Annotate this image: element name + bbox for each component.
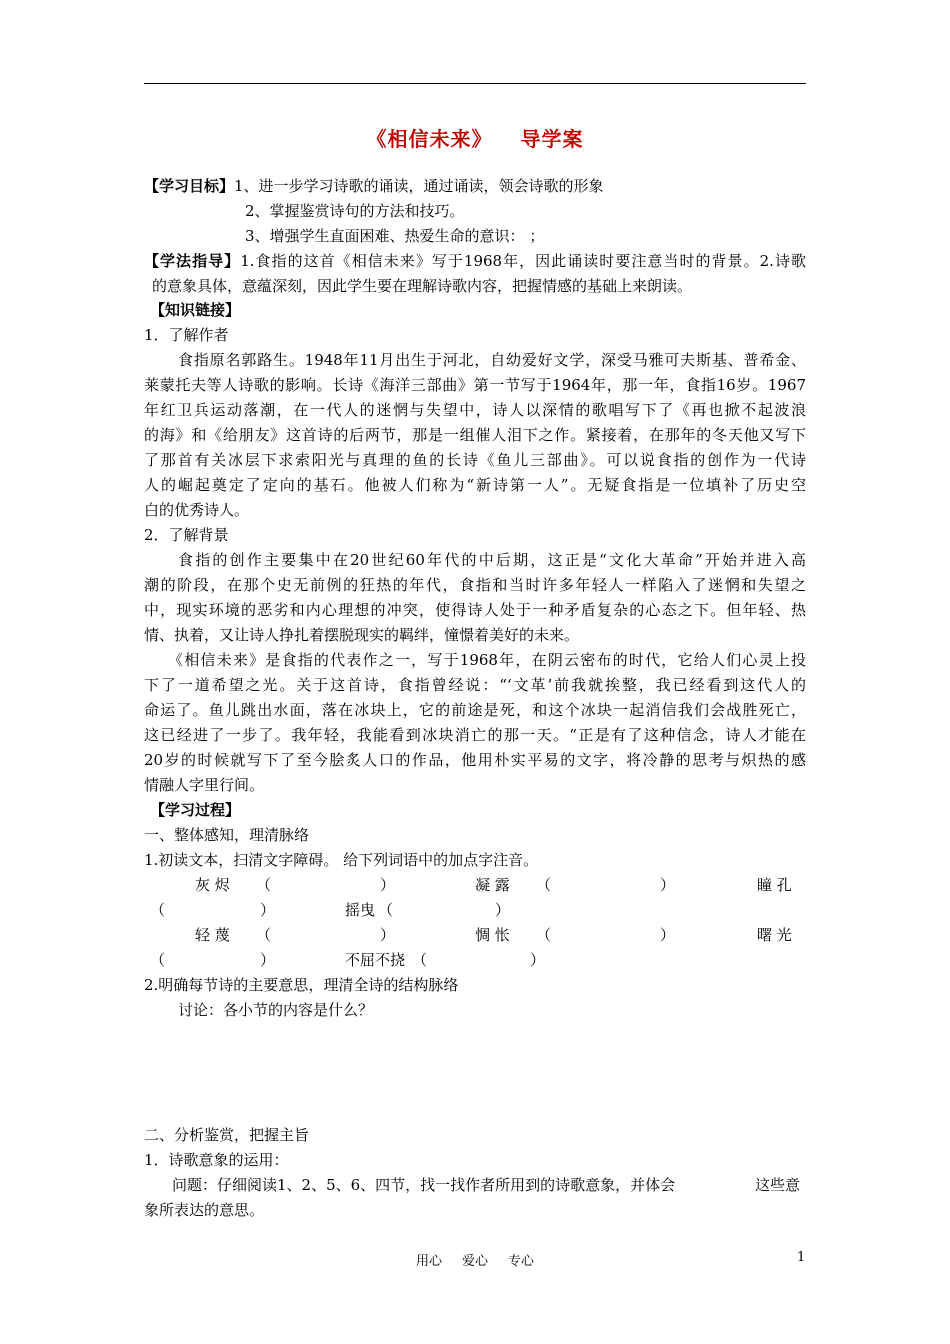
word-item: 凝 露 (475, 876, 510, 894)
goal-item: 3、增强学生直面困难、热爱生命的意识： ； (245, 227, 545, 245)
paren-open: （ (412, 951, 428, 969)
background-line: 《相信未来》是食指的代表作之一，写于1968年，在阴云密布的时代，它给人们心灵上投 (168, 651, 806, 669)
author-line: 的海》和《给朋友》这首诗的后两节，那是一组催人泪下之作。紧接着，在那年的冬天他又写下 (144, 426, 806, 444)
method-text: 的意象具体，意蕴深刻，因此学生要在理解诗歌内容，把握情感的基础上来朗读。 (152, 277, 693, 295)
author-line: 人的崛起奠定了定向的基石。他被人们称为“新诗第一人”。无疑食指是一位填补了历史空 (144, 476, 806, 494)
title-sub: 导学案 (520, 127, 584, 151)
word-item: 瞳 孔 (757, 876, 792, 894)
background-line: 这已经进了一步了。我年轻，我能看到冰块消亡的那一天。“正是有了这种信念，诗人才能在 (144, 726, 806, 744)
background-line: 命运了。鱼儿跳出水面，落在冰块上，它的前途是死，和这个冰块一起消信我们会战胜死亡， (144, 701, 806, 719)
question-text: 象所表达的意思。 (144, 1201, 265, 1219)
section-heading: 1．诗歌意象的运用： (144, 1151, 289, 1169)
word-item: 惆 怅 (475, 926, 510, 944)
background-line: 下了一道希望之光。关于这首诗，食指曾经说：“‘文革’前我就挨整，我已经看到这代人的 (144, 676, 806, 694)
footer-item: 用心 (415, 1254, 442, 1269)
background-line: 情融人字里行间。 (144, 776, 265, 794)
background-line: 中，现实环境的恶劣和内心理想的冲突，使得诗人处于一种矛盾复杂的心态之下。但年轻、热 (144, 601, 806, 619)
paren-open: （ (256, 876, 272, 894)
author-line: 莱蒙托夫等人诗歌的影响。长诗《海洋三部曲》第一节写于1964年，那一年，食指16岁。1967 (144, 376, 806, 394)
section-heading: 2．了解背景 (144, 526, 229, 544)
method-line-1 (144, 249, 806, 273)
background-line: 20岁的时候就写下了至今脍炙人口的作品，他用朴实平易的文字，将冷静的思考与炽热的感 (144, 751, 806, 769)
paren-open: （ (150, 951, 166, 969)
paren-close: ） (660, 876, 676, 894)
paren-close: ） (260, 951, 276, 969)
goal-item: 1、进一步学习诗歌的诵读，通过诵读，领会诗歌的形象 (234, 177, 604, 195)
paren-close: ） (260, 901, 276, 919)
goal-line-1 (144, 174, 604, 198)
paren-close: ） (530, 951, 546, 969)
question-2: 2.明确每节诗的主要意思，理清全诗的结构脉络 (144, 976, 459, 994)
page-number: 1 (797, 1250, 806, 1265)
word-item: 曙 光 (757, 926, 792, 944)
paren-open: （ (536, 926, 552, 944)
word-item: 摇曳 (345, 901, 376, 919)
paren-open: （ (536, 876, 552, 894)
paren-close: ） (380, 926, 396, 944)
background-line: 潮的阶段，在那个史无前例的狂热的年代，食指和当时许多年轻人一样陷入了迷惘和失望之 (144, 576, 806, 594)
author-line: 年红卫兵运动落潮，在一代人的迷惘与失望中，诗人以深情的歌唱写下了《再也掀不起波浪 (144, 401, 806, 419)
process-label: 【学习过程】 (150, 801, 241, 819)
question-1: 1.初读文本，扫清文字障碍。 给下列词语中的加点字注音。 (144, 851, 539, 869)
page-title (0, 123, 950, 152)
goals-label: 【学习目标】 (144, 177, 235, 195)
word-item: 轻 蔑 (195, 926, 230, 944)
paren-close: ） (380, 876, 396, 894)
footer-motto (0, 1250, 950, 1269)
background-line: 食指的创作主要集中在20世纪60年代的中后期，这正是“文化大革命”开始并进入高 (178, 551, 806, 569)
header-rule (144, 83, 806, 84)
method-label: 【学法指导】 (144, 252, 241, 270)
author-line: 了那首有关冰层下求索阳光与真理的鱼的长诗《鱼儿三部曲》。可以说食指的创作为一代诗 (144, 451, 806, 469)
paren-open: （ (378, 901, 394, 919)
footer-item: 爱心 (461, 1254, 488, 1269)
author-line: 白的优秀诗人。 (144, 501, 250, 519)
question-text: 这些意 (755, 1176, 801, 1194)
word-item: 不屈不挠 (345, 951, 406, 969)
paren-close: ） (660, 926, 676, 944)
goal-item: 2、掌握鉴赏诗句的方法和技巧。 (245, 202, 465, 220)
method-text: 1.食指的这首《相信未来》写于1968年，因此诵读时要注意当时的背景。2.诗歌 (240, 252, 806, 270)
part-heading: 一、整体感知，理清脉络 (144, 826, 310, 844)
paren-open: （ (256, 926, 272, 944)
paren-close: ） (495, 901, 511, 919)
title-main: 《相信未来》 (366, 127, 493, 151)
footer-item: 专心 (508, 1254, 535, 1269)
background-line: 情、执着，又让诗人挣扎着摆脱现实的羁绊，憧憬着美好的未来。 (144, 626, 580, 644)
author-line: 食指原名郭路生。1948年11月出生于河北，自幼爱好文学，深受马雅可夫斯基、普希金、 (178, 351, 806, 369)
word-item: 灰 烬 (195, 876, 230, 894)
paren-open: （ (150, 901, 166, 919)
discussion-prompt: 讨论：各小节的内容是什么？ (178, 1001, 374, 1019)
part-heading: 二、分析鉴赏，把握主旨 (144, 1126, 310, 1144)
question-text: 问题：仔细阅读1、2、5、6、四节，找一找作者所用到的诗歌意象，并体会 (172, 1176, 676, 1194)
knowledge-label: 【知识链接】 (150, 301, 241, 319)
section-heading: 1．了解作者 (144, 326, 229, 344)
